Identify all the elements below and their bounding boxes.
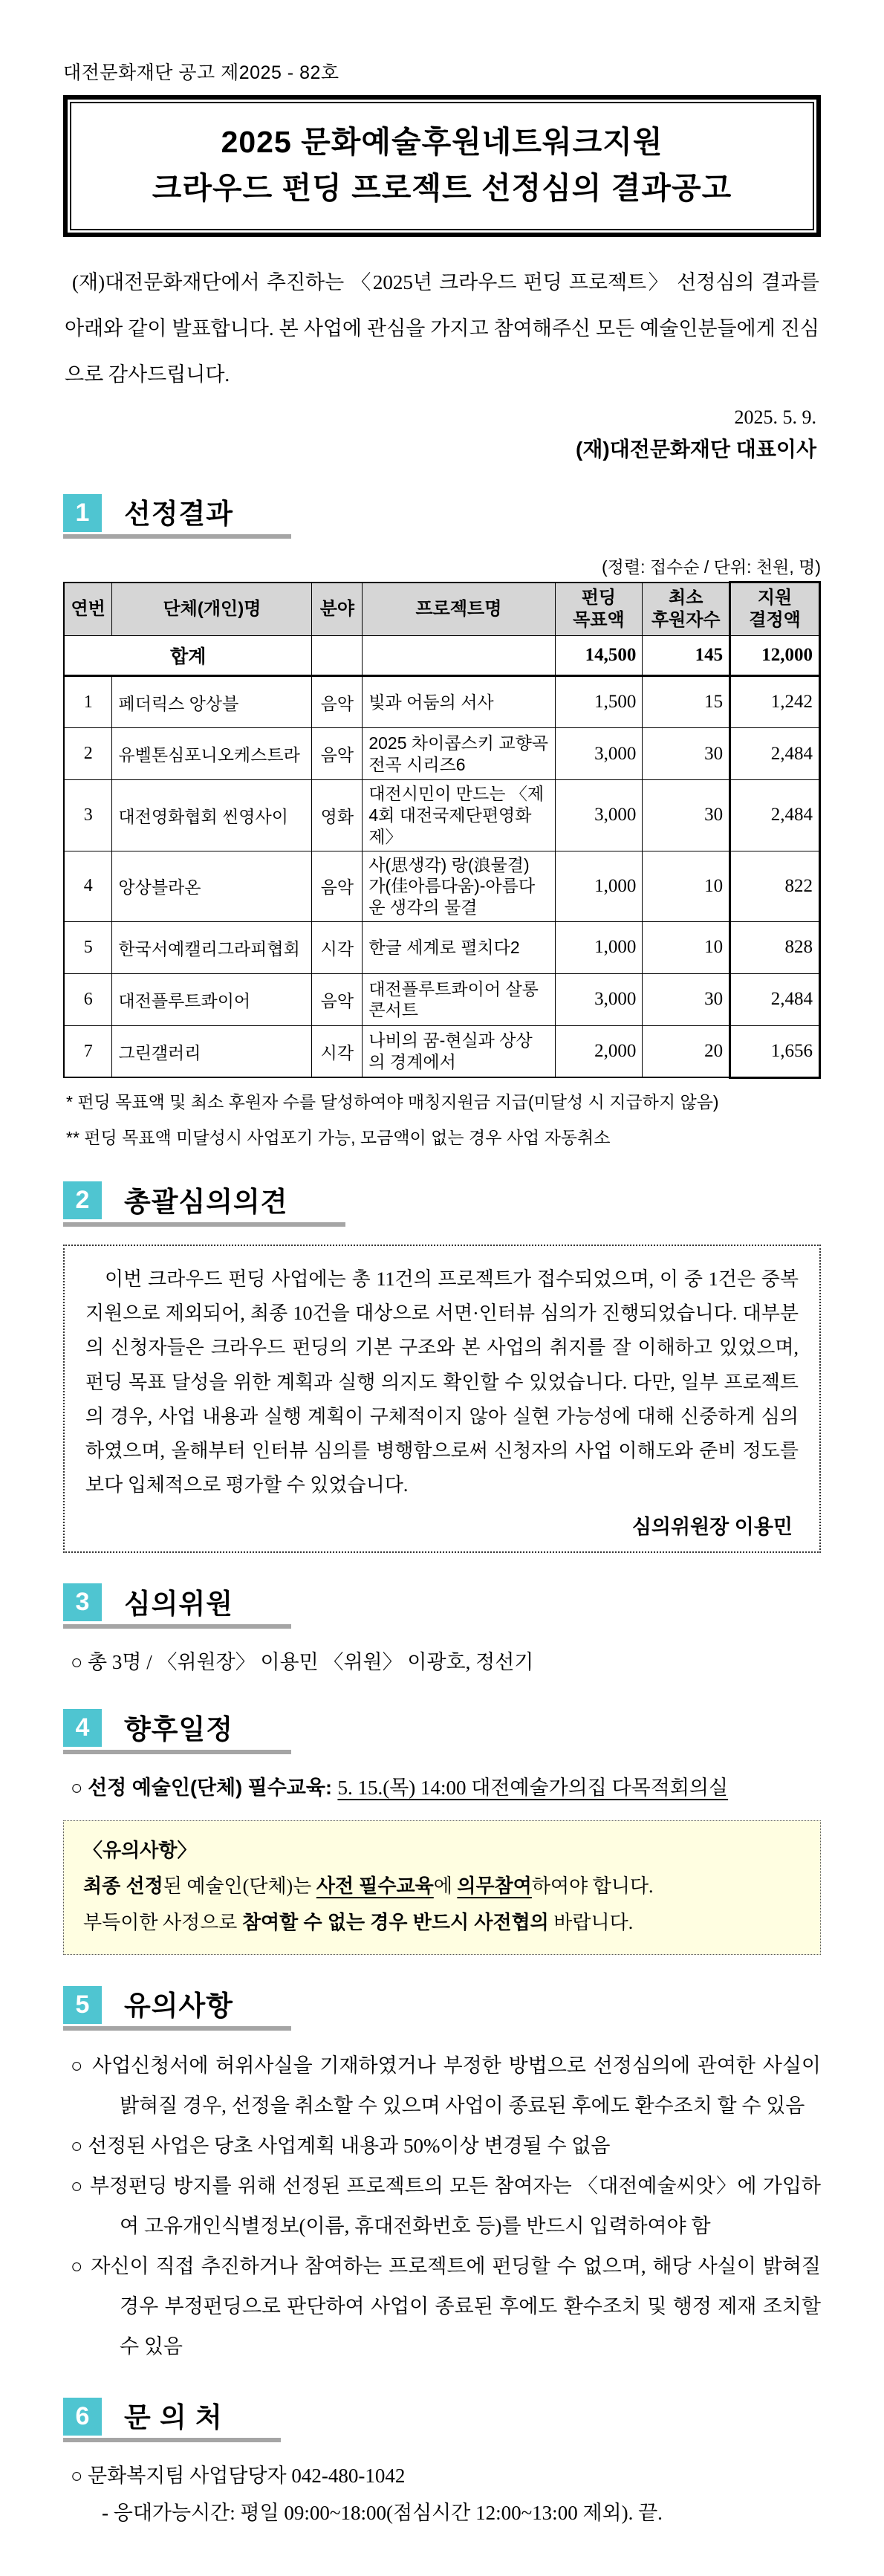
- cell-goal: 3,000: [555, 728, 643, 780]
- col-header-min-l2: 후원자수: [651, 610, 721, 631]
- cell-goal: 1,000: [555, 921, 643, 973]
- section-number-badge: 3: [63, 1583, 102, 1621]
- cell-field: 음악: [312, 973, 363, 1025]
- bullet-marker: ○: [71, 1776, 88, 1799]
- cell-grant: 2,484: [730, 973, 820, 1025]
- cell-min: 10: [643, 851, 730, 921]
- list-item: ○ 자신이 직접 추진하거나 참여하는 프로젝트에 펀딩할 수 없으며, 해당 사실이 밝혀질 경우 부정펀딩으로 판단하여 사업이 종료된 후에도 환수조치 및 행정 제재 조치할 수 있음: [71, 2255, 821, 2358]
- list-item: ○ 선정된 사업은 당초 사업계획 내용과 50%이상 변경될 수 없음: [71, 2135, 611, 2157]
- header-row: [64, 583, 820, 636]
- notice-bold-underline: 의무참여: [457, 1874, 532, 1897]
- section-title: 총괄심의의견: [124, 1186, 288, 1217]
- cell-name: 한국서예캘리그라피협회: [112, 921, 312, 973]
- cell-no: 4: [64, 851, 112, 921]
- cell-field: 시각: [312, 921, 363, 973]
- cell-project: 2025 차이콥스키 교향곡 전곡 시리즈6: [363, 728, 555, 780]
- section-number-badge: 1: [63, 494, 102, 532]
- table-row: [64, 973, 820, 1025]
- total-min: 145: [643, 636, 730, 676]
- cell-grant: 1,656: [730, 1025, 820, 1077]
- total-label: 합계: [64, 636, 312, 676]
- cell-field: 음악: [312, 728, 363, 780]
- total-field-empty: [312, 636, 363, 676]
- section-title: 향후일정: [124, 1713, 233, 1745]
- announcement-date: 2025. 5. 9.: [734, 406, 816, 429]
- doc-number: 대전문화재단 공고 제2025 - 82호: [63, 62, 339, 83]
- cell-name: 유벨톤심포니오케스트라: [112, 728, 312, 780]
- table-row: [64, 676, 820, 728]
- col-header-name: 단체(개인)명: [112, 583, 312, 636]
- list-item: ○ 부정펀딩 방지를 위해 선정된 프로젝트의 모든 참여자는 〈대전예술씨앗〉에 가입하여 고유개인식별정보(이름, 휴대전화번호 등)를 반드시 입력하여야 함: [71, 2175, 821, 2237]
- section-title: 선정결과: [124, 499, 233, 530]
- cell-field: 시각: [312, 1025, 363, 1077]
- cell-name: 대전영화협회 씬영사이: [112, 780, 312, 851]
- schedule-value: 5. 15.(목) 14:00 대전예술가의집 다목적회의실: [337, 1776, 729, 1799]
- section-title: 심의위원: [124, 1588, 233, 1619]
- section-title: 문 의 처: [124, 2402, 223, 2433]
- cell-name: 앙상블라온: [112, 851, 312, 921]
- section-number-badge: 5: [63, 1986, 102, 2024]
- cell-grant: 2,484: [730, 728, 820, 780]
- notice-text: 바랍니다.: [548, 1911, 634, 1933]
- schedule-label: 선정 예술인(단체) 필수교육:: [88, 1776, 338, 1799]
- col-header-grant-l1: 지원: [757, 588, 793, 609]
- cell-no: 3: [64, 780, 112, 851]
- notice-text: 하여야 합니다.: [531, 1875, 654, 1897]
- caution-notice-box: [63, 1820, 821, 1955]
- col-header-min: [643, 583, 730, 636]
- section-number-badge: 4: [63, 1709, 102, 1747]
- cell-project: 빛과 어둠의 서사: [363, 676, 555, 728]
- cell-no: 6: [64, 973, 112, 1025]
- cell-grant: 1,242: [730, 676, 820, 728]
- intro-paragraph: (재)대전문화재단에서 추진하는 〈2025년 크라우드 펀딩 프로젝트〉 선정심의 결과를 아래와 같이 발표합니다. 본 사업에 관심을 가지고 참여해주신 모든 예술인분들에게 진심으로 감사드립니다.: [65, 271, 819, 386]
- section-title: 유의사항: [124, 1991, 233, 2021]
- table-row: [64, 851, 820, 921]
- table-note: (정렬: 접수순 / 단위: 천원, 명): [601, 557, 821, 577]
- section-header-schedule: [63, 1707, 291, 1754]
- cell-name: 페더릭스 앙상블: [112, 676, 312, 728]
- table-row: [64, 921, 820, 973]
- table-row: [64, 728, 820, 780]
- col-header-goal-l2: 목표액: [573, 610, 625, 631]
- title-box: [63, 95, 821, 237]
- cell-grant: 2,484: [730, 780, 820, 851]
- section-header-committee: [63, 1581, 291, 1629]
- review-chair-signature: 심의위원장 이용민: [631, 1515, 793, 1538]
- cell-field: 영화: [312, 780, 363, 851]
- cell-field: 음악: [312, 851, 363, 921]
- cell-name: 그린갤러리: [112, 1025, 312, 1077]
- cell-project: 사(思생각) 랑(浪물결) 가(佳아름다움)-아름다운 생각의 물결: [363, 851, 555, 921]
- section-header-results: [63, 491, 291, 539]
- col-header-field: 분야: [312, 583, 363, 636]
- notice-text: 된 예술인(단체)는: [163, 1875, 316, 1897]
- section-number-badge: 2: [63, 1181, 102, 1219]
- cell-project: 대전플루트콰이어 살롱 콘서트: [363, 973, 555, 1025]
- cell-goal: 1,000: [555, 851, 643, 921]
- section-header-contact: [63, 2395, 281, 2442]
- table-row: [64, 780, 820, 851]
- notice-bold-underline: 사전 필수교육: [316, 1874, 434, 1897]
- cell-grant: 828: [730, 921, 820, 973]
- committee-members-line: ○ 총 3명 / 〈위원장〉 이용민 〈위원〉 이광호, 정선기: [71, 1650, 534, 1673]
- title-box-inner: [70, 102, 814, 230]
- cell-min: 30: [643, 973, 730, 1025]
- section-number-badge: 6: [63, 2398, 102, 2436]
- contact-line: ○ 문화복지팀 사업담당자 042-480-1042: [71, 2465, 406, 2487]
- notes-list: [63, 2045, 821, 2366]
- cell-min: 10: [643, 921, 730, 973]
- cell-min: 20: [643, 1025, 730, 1077]
- cell-goal: 3,000: [555, 780, 643, 851]
- cell-name: 대전플루트콰이어: [112, 973, 312, 1025]
- education-schedule-line: [71, 1772, 821, 1804]
- cell-project: 한글 세계로 펼치다2: [363, 921, 555, 973]
- results-table: [63, 581, 821, 1079]
- review-comment-box: [63, 1245, 821, 1553]
- col-header-no: 연번: [64, 583, 112, 636]
- cell-grant: 822: [730, 851, 820, 921]
- footnote-2: ** 펀딩 목표액 미달성시 사업포기 가능, 모금액이 없는 경우 사업 자동취소: [66, 1128, 611, 1148]
- notice-text: 에: [433, 1875, 458, 1897]
- footnote-1: * 펀딩 목표액 및 최소 후원자 수를 달성하여야 매칭지원금 지급(미달성 시 지급하지 않음): [66, 1091, 719, 1112]
- total-project-empty: [363, 636, 555, 676]
- notice-line-2: [83, 1904, 801, 1941]
- review-comment-text: 이번 크라우드 펀딩 사업에는 총 11건의 프로젝트가 접수되었으며, 이 중 1건은 중복지원으로 제외되어, 최종 10건을 대상으로 서면·인터뷰 심의가 진행되었습니다. 대부분의 신청자들은 크라우드 펀딩의 기본 구조와 본 사업의 취지를 잘 이해하고 있었으며, 펀딩 목표 달성을 위한 계획과 실행 의지도 확인할 수 있었습니다. 다만, 일부 프로젝트의 경우, 사업 내용과 실행 계획이 구체적이지 않아 실현 가능성에 대해 신중하게 심의하였으며, 올해부터 인터뷰 심의를 병행함으로써 신청자의 사업 이해도와 준비 정도를 보다 입체적으로 평가할 수 있었습니다.: [85, 1268, 799, 1496]
- cell-goal: 1,500: [555, 676, 643, 728]
- col-header-project: 프로젝트명: [363, 583, 555, 636]
- notice-bold: 참여할 수 없는 경우 반드시 사전협의: [241, 1910, 549, 1933]
- signer: (재)대전문화재단 대표이사: [576, 438, 816, 461]
- cell-goal: 3,000: [555, 973, 643, 1025]
- cell-project: 대전시민이 만드는 〈제4회 대전국제단편영화제〉: [363, 780, 555, 851]
- total-goal: 14,500: [555, 636, 643, 676]
- results-table-body: [64, 636, 820, 1078]
- cell-field: 음악: [312, 676, 363, 728]
- cell-min: 15: [643, 676, 730, 728]
- results-table-head: [64, 583, 820, 636]
- section-header-review: [63, 1179, 345, 1227]
- contact-hours-line: - 응대가능시간: 평일 09:00~18:00(점심시간 12:00~13:00 제외). 끝.: [102, 2502, 663, 2525]
- col-header-goal: [555, 583, 643, 636]
- col-header-min-l1: 최소: [669, 588, 703, 609]
- cell-project: 나비의 꿈-현실과 상상의 경계에서: [363, 1025, 555, 1077]
- list-item: ○ 사업신청서에 허위사실을 기재하였거나 부정한 방법으로 선정심의에 관여한 사실이 밝혀질 경우, 선정을 취소할 수 있으며 사업이 종료된 후에도 환수조치 할 수 있음: [71, 2054, 821, 2117]
- document-title-line1: 2025 문화예술후원네트워크지원: [221, 125, 663, 159]
- cell-no: 2: [64, 728, 112, 780]
- notice-bold: 최종 선정: [83, 1874, 163, 1897]
- notice-line-1: [83, 1868, 801, 1904]
- col-header-grant: [730, 583, 820, 636]
- cell-goal: 2,000: [555, 1025, 643, 1077]
- total-grant: 12,000: [730, 636, 820, 676]
- section-header-notes: [63, 1983, 291, 2031]
- total-row: [64, 636, 820, 676]
- col-header-goal-l1: 펀딩: [581, 588, 617, 609]
- document-title-line2: 크라우드 펀딩 프로젝트 선정심의 결과공고: [152, 170, 732, 205]
- cell-no: 7: [64, 1025, 112, 1077]
- col-header-grant-l2: 결정액: [749, 610, 801, 631]
- cell-min: 30: [643, 728, 730, 780]
- notice-text: 부득이한 사정으로: [83, 1911, 242, 1933]
- notice-title: 〈유의사항〉: [83, 1839, 197, 1862]
- cell-no: 5: [64, 921, 112, 973]
- table-row: [64, 1025, 820, 1077]
- cell-min: 30: [643, 780, 730, 851]
- cell-no: 1: [64, 676, 112, 728]
